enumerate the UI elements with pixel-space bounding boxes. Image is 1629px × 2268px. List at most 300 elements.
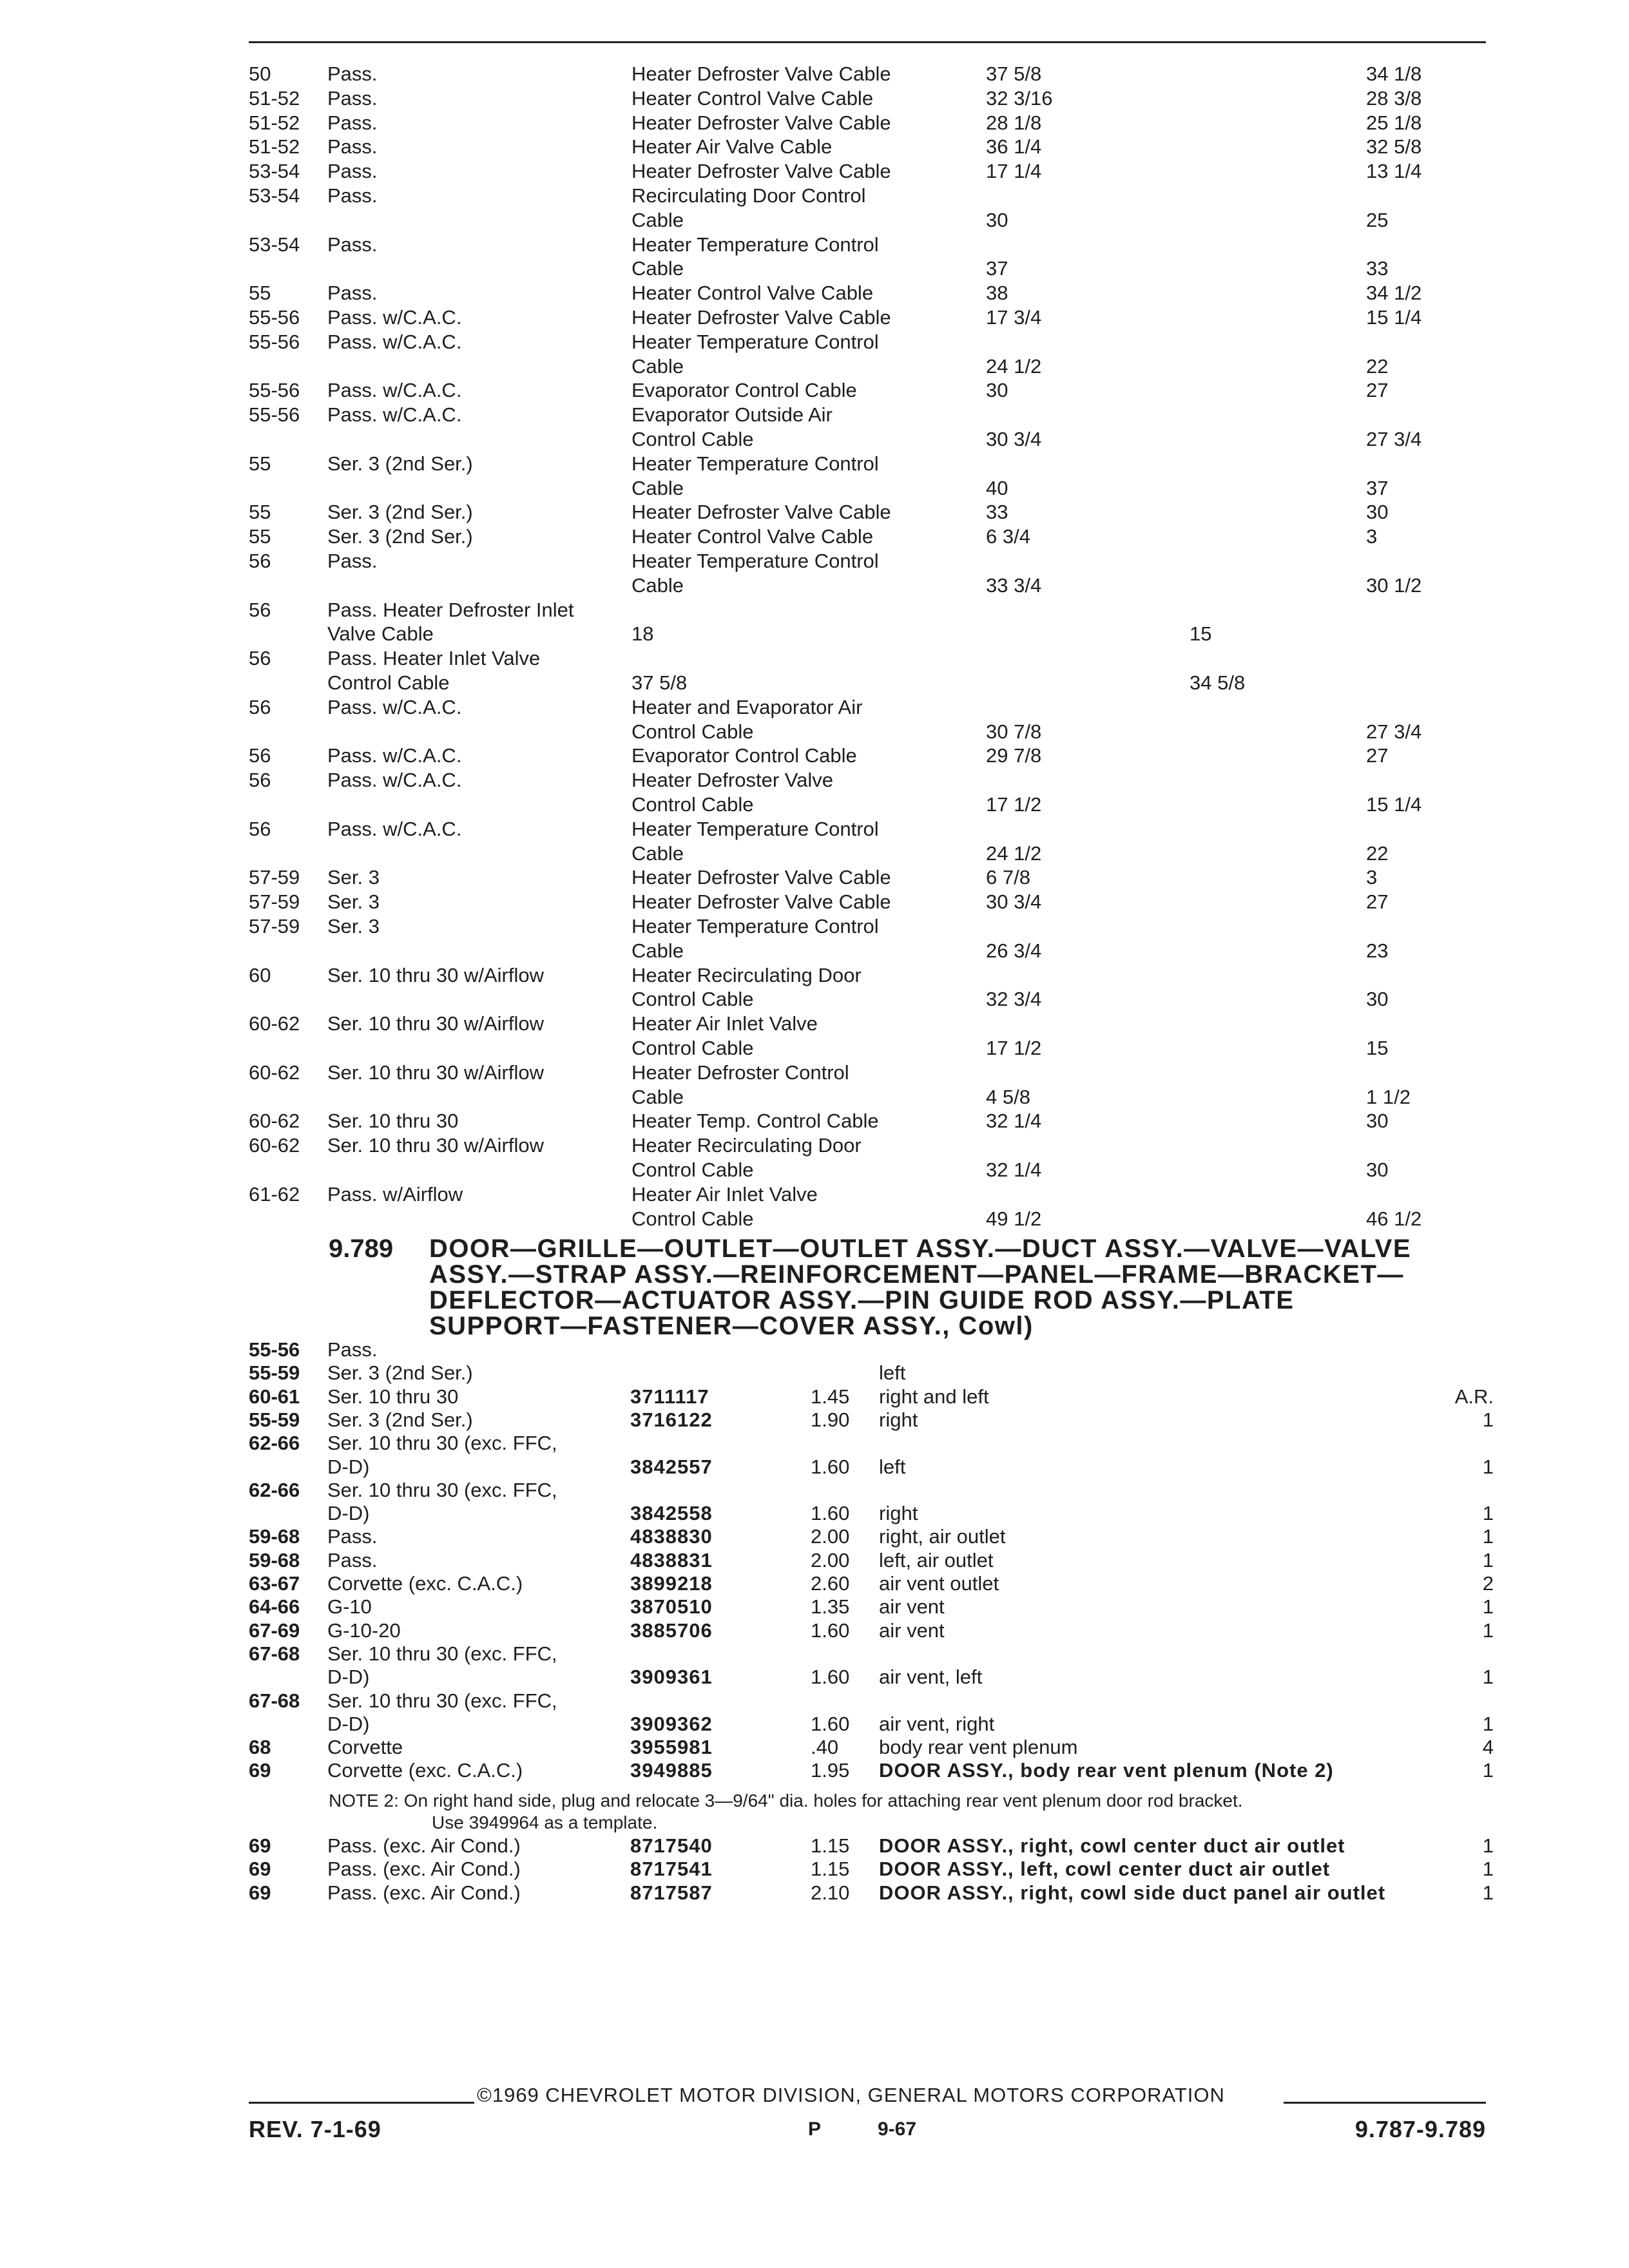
model-year: 62-66 xyxy=(249,1478,300,1501)
length-value-a: 32 1/4 xyxy=(986,1158,1042,1181)
model-series: Ser. 3 (2nd Ser.) xyxy=(327,501,473,524)
length-value-a: 30 3/4 xyxy=(986,428,1042,450)
length-value-a: 4 5/8 xyxy=(986,1085,1030,1108)
table-row xyxy=(0,1665,1629,1689)
part-name: Cable xyxy=(631,476,684,499)
table-row xyxy=(0,865,1629,890)
table-row xyxy=(0,1385,1629,1409)
part-name: Heater Temperature Control xyxy=(631,452,879,475)
length-value-b: 27 xyxy=(1366,379,1389,402)
length-value-a: 36 1/4 xyxy=(986,135,1042,159)
part-name: Heater Defroster Control xyxy=(631,1061,849,1084)
model-series: Ser. 10 thru 30 w/Airflow xyxy=(327,1012,544,1035)
part-name: Heater Defroster Valve Cable xyxy=(631,866,891,889)
table-row xyxy=(0,598,1629,622)
model-series: Ser. 10 thru 30 (exc. FFC, xyxy=(327,1478,557,1501)
price: 1.60 xyxy=(811,1619,850,1642)
table-row xyxy=(0,1712,1629,1736)
model-year: 56 xyxy=(249,647,271,670)
description: air vent xyxy=(879,1595,945,1619)
table-row xyxy=(0,987,1629,1012)
top-rule xyxy=(249,41,1486,43)
model-series: D-D) xyxy=(327,1712,370,1735)
price: 1.15 xyxy=(811,1858,850,1881)
price: 1.95 xyxy=(811,1759,850,1782)
length-value-b: 34 1/2 xyxy=(1366,282,1422,305)
model-year: 69 xyxy=(249,1759,271,1782)
description: right and left xyxy=(879,1385,989,1408)
model-year: 61-62 xyxy=(249,1182,300,1206)
table-row xyxy=(0,1207,1629,1231)
description: DOOR ASSY., body rear vent plenum (Note 2) xyxy=(879,1759,1334,1782)
quantity: 1 xyxy=(1482,1712,1494,1735)
description: left xyxy=(879,1361,906,1385)
model-series: Pass. w/C.A.C. xyxy=(327,379,462,402)
quantity: 4 xyxy=(1482,1736,1494,1759)
footer-p-marker: P xyxy=(808,2119,822,2140)
length-value-b: 1 1/2 xyxy=(1366,1085,1411,1108)
table-row xyxy=(0,1408,1629,1432)
table-row xyxy=(0,1595,1629,1619)
model-year: 56 xyxy=(249,817,271,840)
length-value-b: 13 1/4 xyxy=(1366,160,1422,183)
table-row xyxy=(0,768,1629,793)
length-value-a: 32 3/4 xyxy=(986,988,1042,1011)
part-name: Heater Air Inlet Valve xyxy=(631,1182,818,1206)
model-year: 55-56 xyxy=(249,403,300,427)
length-value-b: 30 xyxy=(1366,1110,1389,1133)
model-series: Ser. 3 (2nd Ser.) xyxy=(327,525,473,548)
length-value-b: 34 1/8 xyxy=(1366,62,1422,85)
model-year: 50 xyxy=(249,62,271,85)
part-name: Heater Air Valve Cable xyxy=(631,135,833,159)
part-name: Evaporator Outside Air xyxy=(631,403,833,427)
table-row xyxy=(0,1036,1629,1061)
length-value-a: 30 7/8 xyxy=(986,720,1042,743)
table-row xyxy=(0,1182,1629,1207)
table-row xyxy=(0,208,1629,233)
model-series: Pass. (exc. Air Cond.) xyxy=(327,1881,521,1904)
table-row xyxy=(0,1158,1629,1182)
model-series: Valve Cable xyxy=(327,622,434,646)
part-name: Heater Temperature Control xyxy=(631,817,879,840)
table-row xyxy=(0,476,1629,501)
table-row xyxy=(0,1735,1629,1760)
description: body rear vent plenum xyxy=(879,1736,1078,1759)
table-row xyxy=(0,671,1629,695)
model-year: 55-59 xyxy=(249,1361,300,1385)
model-year: 68 xyxy=(249,1736,271,1759)
length-value-b: 30 xyxy=(1366,501,1389,524)
model-series: Pass. xyxy=(327,62,378,85)
length-value-b: 22 xyxy=(1366,354,1389,378)
part-name: Control Cable xyxy=(631,428,754,450)
price: 1.35 xyxy=(811,1595,850,1619)
price: 2.60 xyxy=(811,1572,850,1595)
footer-page-number: 9-67 xyxy=(878,2119,917,2140)
part-name: Heater Air Inlet Valve xyxy=(631,1012,818,1035)
model-series: Pass. xyxy=(327,1548,378,1571)
model-series: Pass. (exc. Air Cond.) xyxy=(327,1858,521,1881)
model-year: 51-52 xyxy=(249,86,300,110)
model-series: Ser. 3 (2nd Ser.) xyxy=(327,1408,473,1431)
model-series: Pass. w/C.A.C. xyxy=(327,695,462,718)
quantity: 1 xyxy=(1482,1408,1494,1431)
part-name: Heater Temp. Control Cable xyxy=(631,1110,879,1133)
part-number: 3909361 xyxy=(630,1666,713,1689)
table-row xyxy=(0,1524,1629,1549)
description: DOOR ASSY., right, cowl side duct panel air outlet xyxy=(879,1881,1386,1904)
part-name: Control Cable xyxy=(631,720,754,743)
quantity: 1 xyxy=(1482,1881,1494,1904)
model-series: Ser. 10 thru 30 (exc. FFC, xyxy=(327,1689,557,1712)
model-series: Pass. w/C.A.C. xyxy=(327,744,462,767)
description: air vent xyxy=(879,1619,945,1642)
table-row xyxy=(0,256,1629,281)
length-value-a: 17 1/4 xyxy=(986,160,1042,183)
part-name: Control Cable xyxy=(631,1158,754,1181)
part-name: Heater Defroster Valve Cable xyxy=(631,501,891,524)
quantity: 1 xyxy=(1482,1666,1494,1689)
part-name: Heater Recirculating Door xyxy=(631,1134,862,1157)
model-series: Corvette (exc. C.A.C.) xyxy=(327,1759,523,1782)
table-row xyxy=(0,452,1629,476)
length-value-a: 17 3/4 xyxy=(986,306,1042,329)
length-value-a: 32 3/16 xyxy=(986,86,1053,110)
part-number: 8717540 xyxy=(630,1834,713,1857)
model-year: 64-66 xyxy=(249,1595,300,1619)
model-series: Pass. w/C.A.C. xyxy=(327,403,462,427)
model-series: Ser. 10 thru 30 w/Airflow xyxy=(327,1134,544,1157)
table-row xyxy=(0,939,1629,963)
part-number: 3955981 xyxy=(630,1736,713,1759)
part-name: Cable xyxy=(631,257,684,280)
model-series: Pass. xyxy=(327,111,378,134)
length-value-a: 30 xyxy=(986,208,1008,231)
description: DOOR ASSY., left, cowl center duct air outlet xyxy=(879,1858,1331,1881)
part-name: Heater Defroster Valve Cable xyxy=(631,306,891,329)
model-year: 56 xyxy=(249,769,271,792)
section-title: DOOR—GRILLE—OUTLET—OUTLET ASSY.—DUCT ASSY.—VALVE—VALVE ASSY.—STRAP ASSY.—REINFORCEMENT—PANEL—FRAME—BRACKET— DEFLECTOR—ACTUATOR ASSY.—PIN GUIDE ROD ASSY.—PLATE SUPPORT—FASTENER—COVER ASSY., Cowl) xyxy=(429,1235,1412,1340)
length-value-b: 30 xyxy=(1366,1158,1389,1181)
table-row xyxy=(0,305,1629,330)
part-number: 3711117 xyxy=(630,1385,709,1408)
model-series: Pass. w/Airflow xyxy=(327,1182,463,1206)
table-row xyxy=(0,111,1629,135)
model-year: 60-62 xyxy=(249,1061,300,1084)
price: 2.10 xyxy=(811,1881,850,1904)
model-series: Ser. 10 thru 30 xyxy=(327,1110,459,1133)
model-year: 55-59 xyxy=(249,1408,300,1431)
part-number: 4838830 xyxy=(630,1525,713,1548)
model-series: Pass. w/C.A.C. xyxy=(327,306,462,329)
part-name: Heater Control Valve Cable xyxy=(631,86,874,110)
length-value-a: 30 xyxy=(986,379,1008,402)
model-year: 60-61 xyxy=(249,1385,300,1408)
table-row xyxy=(0,1431,1629,1456)
section-number: 9.789 xyxy=(329,1235,394,1263)
price: 2.00 xyxy=(811,1525,850,1548)
part-number: 3949885 xyxy=(630,1759,713,1782)
model-year: 55-56 xyxy=(249,379,300,402)
part-name: Heater Recirculating Door xyxy=(631,963,862,986)
table-row xyxy=(0,1361,1629,1385)
table-row xyxy=(0,1455,1629,1479)
model-series: Pass. w/C.A.C. xyxy=(327,769,462,792)
table-row xyxy=(0,427,1629,452)
quantity: 1 xyxy=(1482,1619,1494,1642)
table-row xyxy=(0,62,1629,86)
model-year: 57-59 xyxy=(249,866,300,889)
part-name: Heater Defroster Valve Cable xyxy=(631,111,891,134)
note-line-2: Use 3949964 as a template. xyxy=(432,1812,658,1832)
quantity: 1 xyxy=(1482,1759,1494,1782)
model-year: 57-59 xyxy=(249,890,300,914)
length-value-a: 33 xyxy=(986,501,1008,524)
table-row xyxy=(0,695,1629,720)
description: right xyxy=(879,1408,918,1431)
model-series: Pass. xyxy=(327,282,378,305)
table-row xyxy=(0,793,1629,817)
length-value-a: 38 xyxy=(986,282,1008,305)
quantity: A.R. xyxy=(1454,1385,1494,1408)
part-number: 3870510 xyxy=(630,1595,713,1619)
model-year: 59-68 xyxy=(249,1548,300,1571)
model-year: 51-52 xyxy=(249,111,300,134)
model-year: 69 xyxy=(249,1834,271,1857)
part-name: Recirculating Door Control xyxy=(631,184,866,207)
length-value-a: 29 7/8 xyxy=(986,744,1042,767)
model-series: Corvette xyxy=(327,1736,403,1759)
table-row xyxy=(0,1338,1629,1362)
price: 1.60 xyxy=(811,1666,850,1689)
table-row xyxy=(0,890,1629,914)
price: 1.60 xyxy=(811,1455,850,1478)
table-row xyxy=(0,1012,1629,1036)
table-row xyxy=(0,1478,1629,1503)
table-row xyxy=(0,963,1629,988)
model-year: 57-59 xyxy=(249,915,300,937)
model-series: Ser. 10 thru 30 w/Airflow xyxy=(327,1061,544,1084)
part-name: Cable xyxy=(631,208,684,231)
length-value-a: 24 1/2 xyxy=(986,841,1042,865)
length-value-b: 23 xyxy=(1366,939,1389,962)
length-value-b: 32 5/8 xyxy=(1366,135,1422,159)
description: left xyxy=(879,1455,906,1478)
model-series: Pass. xyxy=(327,1525,378,1548)
part-name: 37 5/8 xyxy=(631,671,688,694)
table-row xyxy=(0,1085,1629,1110)
table-row xyxy=(0,330,1629,354)
length-value-a: 26 3/4 xyxy=(986,939,1042,962)
model-year: 56 xyxy=(249,550,271,572)
length-value-b: 30 1/2 xyxy=(1366,573,1422,597)
table-row xyxy=(0,354,1629,379)
part-name: Evaporator Control Cable xyxy=(631,379,857,402)
model-year: 55 xyxy=(249,501,271,524)
length-value-b: 46 1/2 xyxy=(1366,1207,1422,1230)
length-value-b: 33 xyxy=(1366,257,1389,280)
quantity: 1 xyxy=(1482,1595,1494,1619)
model-series: Pass. xyxy=(327,550,378,572)
table-row xyxy=(0,914,1629,939)
length-value-a: 32 1/4 xyxy=(986,1110,1042,1133)
table-row xyxy=(0,549,1629,573)
length-value-b: 30 xyxy=(1366,988,1389,1011)
length-value-b: 27 xyxy=(1366,890,1389,914)
part-name: Heater Temperature Control xyxy=(631,330,879,353)
part-name: Cable xyxy=(631,841,684,865)
model-series: Ser. 3 (2nd Ser.) xyxy=(327,452,473,475)
quantity: 1 xyxy=(1482,1858,1494,1881)
length-value-b: 3 xyxy=(1366,525,1378,548)
model-series: Pass. xyxy=(327,86,378,110)
table-row xyxy=(0,86,1629,111)
length-value-a: 40 xyxy=(986,476,1008,499)
length-value-b: 28 3/8 xyxy=(1366,86,1422,110)
table-row xyxy=(0,159,1629,184)
price: 1.60 xyxy=(811,1712,850,1735)
model-series: Ser. 3 xyxy=(327,890,380,914)
quantity: 1 xyxy=(1482,1455,1494,1478)
model-series: Pass. xyxy=(327,184,378,207)
model-year: 60-62 xyxy=(249,1012,300,1035)
model-series: D-D) xyxy=(327,1455,370,1478)
part-name: Cable xyxy=(631,939,684,962)
length-value-c: 34 5/8 xyxy=(1190,671,1246,694)
quantity: 2 xyxy=(1482,1572,1494,1595)
description: air vent, right xyxy=(879,1712,995,1735)
length-value-a: 37 5/8 xyxy=(986,62,1042,85)
model-year: 67-68 xyxy=(249,1689,300,1712)
table-row xyxy=(0,573,1629,598)
length-value-a: 24 1/2 xyxy=(986,354,1042,378)
model-year: 69 xyxy=(249,1881,271,1904)
length-value-a: 28 1/8 xyxy=(986,111,1042,134)
length-value-a: 6 3/4 xyxy=(986,525,1030,548)
part-name: Cable xyxy=(631,1085,684,1108)
quantity: 1 xyxy=(1482,1525,1494,1548)
model-year: 59-68 xyxy=(249,1525,300,1548)
part-number: 3842557 xyxy=(630,1455,713,1478)
length-value-b: 15 1/4 xyxy=(1366,793,1422,816)
price: 1.90 xyxy=(811,1408,850,1431)
table-row xyxy=(0,646,1629,671)
table-row xyxy=(0,817,1629,841)
price: 1.45 xyxy=(811,1385,850,1408)
part-number: 8717541 xyxy=(630,1858,713,1881)
description: left, air outlet xyxy=(879,1548,994,1571)
length-value-a: 33 3/4 xyxy=(986,573,1042,597)
part-number: 8717587 xyxy=(630,1881,713,1904)
model-year: 53-54 xyxy=(249,160,300,183)
part-name: Evaporator Control Cable xyxy=(631,744,857,767)
model-series: Ser. 10 thru 30 xyxy=(327,1385,459,1408)
model-series: Ser. 10 thru 30 (exc. FFC, xyxy=(327,1432,557,1455)
part-name: Heater Temperature Control xyxy=(631,550,879,572)
length-value-a: 17 1/2 xyxy=(986,793,1042,816)
model-series: Ser. 10 thru 30 w/Airflow xyxy=(327,963,544,986)
price: .40 xyxy=(811,1736,839,1759)
part-name: Control Cable xyxy=(631,1037,754,1059)
model-series: G-10-20 xyxy=(327,1619,401,1642)
table-row xyxy=(0,1834,1629,1858)
part-name: Heater and Evaporator Air xyxy=(631,695,863,718)
table-row xyxy=(0,1501,1629,1526)
price: 1.15 xyxy=(811,1834,850,1857)
description: air vent, left xyxy=(879,1666,983,1689)
part-name: Heater Defroster Valve Cable xyxy=(631,160,891,183)
note-line-1: NOTE 2: On right hand side, plug and relocate 3—9/64" dia. holes for attaching rear vent plenum door rod bracket. xyxy=(329,1791,1243,1811)
model-series: Pass. xyxy=(327,160,378,183)
model-year: 55-56 xyxy=(249,306,300,329)
table-row xyxy=(0,744,1629,768)
price: 2.00 xyxy=(811,1548,850,1571)
model-year: 60 xyxy=(249,963,271,986)
table-row xyxy=(0,841,1629,866)
model-year: 51-52 xyxy=(249,135,300,159)
part-number: 3909362 xyxy=(630,1712,713,1735)
footer-revision: REV. 7-1-69 xyxy=(249,2116,381,2142)
model-series: Ser. 3 xyxy=(327,866,380,889)
length-value-b: 15 xyxy=(1366,1037,1389,1059)
part-number: 4838831 xyxy=(630,1548,713,1571)
model-series: Pass. w/C.A.C. xyxy=(327,817,462,840)
table-row xyxy=(0,622,1629,646)
model-year: 69 xyxy=(249,1858,271,1881)
length-value-c: 15 xyxy=(1190,622,1212,646)
model-series: Pass. Heater Defroster Inlet xyxy=(327,598,574,621)
model-series: Pass. Heater Inlet Valve xyxy=(327,647,541,670)
model-year: 67-69 xyxy=(249,1619,300,1642)
part-name: Cable xyxy=(631,573,684,597)
model-year: 55-56 xyxy=(249,330,300,353)
length-value-b: 37 xyxy=(1366,476,1389,499)
table-row xyxy=(0,1619,1629,1643)
part-name: Heater Temperature Control xyxy=(631,915,879,937)
model-year: 55 xyxy=(249,525,271,548)
part-number: 3716122 xyxy=(630,1408,713,1431)
table-row xyxy=(0,1061,1629,1085)
quantity: 1 xyxy=(1482,1548,1494,1571)
table-row xyxy=(0,233,1629,257)
table-row xyxy=(0,1758,1629,1783)
table-row xyxy=(0,500,1629,524)
model-series: Pass. (exc. Air Cond.) xyxy=(327,1834,521,1857)
table-row xyxy=(0,184,1629,208)
model-series: Control Cable xyxy=(327,671,450,694)
table-row xyxy=(0,1109,1629,1133)
length-value-b: 25 xyxy=(1366,208,1389,231)
table-row xyxy=(0,1857,1629,1881)
part-name: Heater Defroster Valve Cable xyxy=(631,890,891,914)
model-year: 55 xyxy=(249,452,271,475)
model-series: D-D) xyxy=(327,1666,370,1689)
part-name: Heater Control Valve Cable xyxy=(631,282,874,305)
length-value-a: 30 3/4 xyxy=(986,890,1042,914)
length-value-a: 37 xyxy=(986,257,1008,280)
table-row xyxy=(0,281,1629,305)
model-year: 55-56 xyxy=(249,1338,300,1361)
model-series: D-D) xyxy=(327,1502,370,1525)
model-year: 60-62 xyxy=(249,1110,300,1133)
footer-copyright: ©1969 CHEVROLET MOTOR DIVISION, GENERAL MOTORS CORPORATION xyxy=(477,2084,1225,2106)
model-series: Ser. 3 xyxy=(327,915,380,937)
length-value-b: 27 xyxy=(1366,744,1389,767)
part-name: Control Cable xyxy=(631,1207,754,1230)
model-series: Ser. 10 thru 30 (exc. FFC, xyxy=(327,1642,557,1665)
model-series: Pass. xyxy=(327,135,378,159)
